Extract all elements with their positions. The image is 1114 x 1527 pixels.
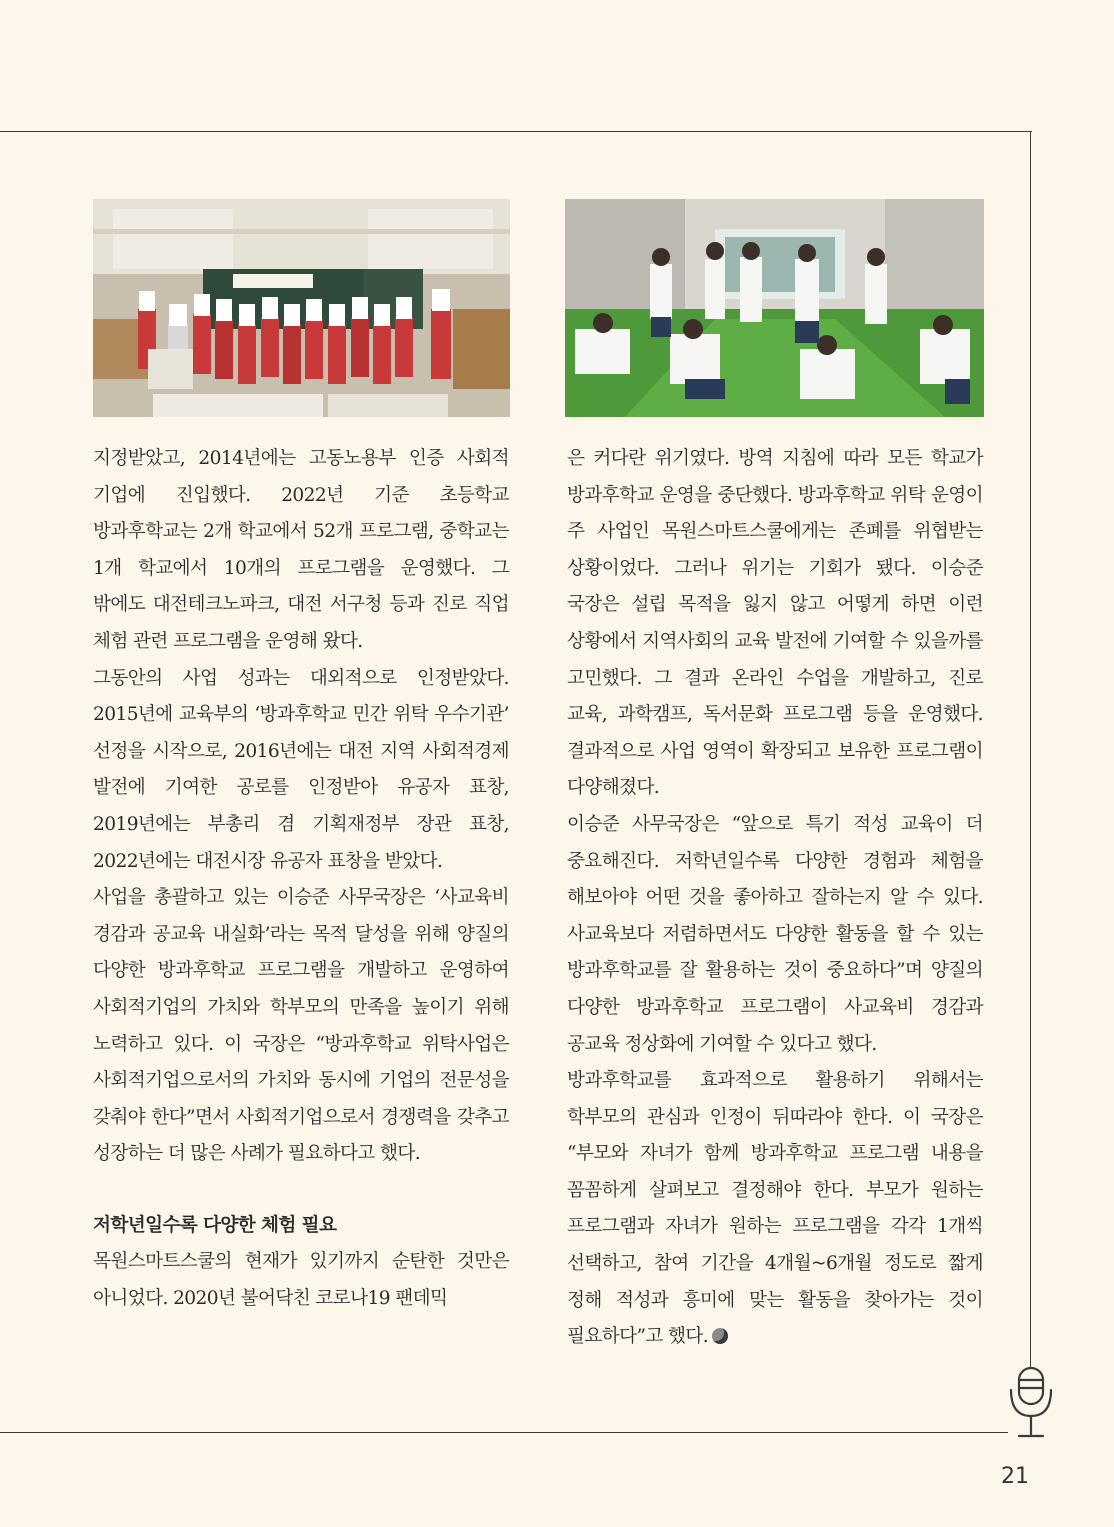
section-subheading: 저학년일수록 다양한 체험 필요 <box>93 1214 337 1236</box>
right-paragraph-1: 은 커다란 위기였다. 방역 지침에 따라 모든 학교가 방과후학교 운영을 중단했다. 방과후학교 위탁 운영이 주 사업인 목원스마트스쿨에게는 존폐를 위협받는 상황이었다. 그러나 위기는 기회가 됐다. 이승준 국장은 설립 목적을 잃지 않고 어떻게 하면 이런 상황에서 지역사회의 교육 발전에 기여할 수 있을까를 고민했다. 그 결과 온라인 수업을 개발하고, 진로 교육, 과학캠프, 독서문화 프로그램 등을 운영했다. 결과적으로 사업 영역이 확장되고 보유한 프로그램이 다양해졌다. <box>567 448 983 799</box>
right-paragraph-3-text: 방과후학교를 효과적으로 활용하기 위해서는 학부모의 관심과 인정이 뒤따라야 한다. 이 국장은 “부모와 자녀가 함께 방과후학교 프로그램 내용을 꼼꼼하게 살펴보고 결정해야 한다. 부모가 원하는 프로그램과 자녀가 원하는 프로그램을 각각 1개씩 선택하고, 참여 기간을 4개월~6개월 정도로 짧게 정해 적성과 흥미에 맞는 활동을 찾아가는 것이 필요하다”고 했다. <box>567 1070 983 1348</box>
frame-bottom-line <box>0 1432 1008 1433</box>
students-posing-photo <box>565 199 984 417</box>
left-paragraph-2: 그동안의 사업 성과는 대외적으로 인정받았다. 2015년에 교육부의 ‘방과후학교 민간 위탁 우수기관’ 선정을 시작으로, 2016년에는 대전 지역 사회적경제 발전에 기여한 공로를 인정받아 유공자 표창, 2019년에는 부총리 겸 기획재정부 장관 표창, 2022년에는 대전시장 유공자 표창을 받았다. <box>93 667 509 872</box>
left-text-column <box>93 441 509 1318</box>
right-paragraph-2: 이승준 사무국장은 “앞으로 특기 적성 교육이 더 중요해진다. 저학년일수록 다양한 경험과 체험을 해보아야 어떤 것을 좋아하고 잘하는지 알 수 있다. 사교육보다 저렴하면서도 다양한 활동을 할 수 있는 방과후학교를 잘 활용하는 것이 중요하다”며 양질의 다양한 방과후학교 프로그램이 사교육비 경감과 공교육 정상화에 기여할 수 있다고 했다. <box>567 813 983 1055</box>
cooking-class-photo <box>93 199 510 417</box>
right-text-column <box>567 441 983 1356</box>
right-paragraph-3 <box>567 1063 983 1356</box>
frame-top-line <box>0 131 1032 132</box>
article-end-icon <box>712 1328 728 1344</box>
microphone-icon <box>1002 1360 1060 1444</box>
left-paragraph-3: 사업을 총괄하고 있는 이승준 사무국장은 ‘사교육비 경감과 공교육 내실화’라는 목적 달성을 위해 양질의 다양한 방과후학교 프로그램을 개발하고 운영하여 사회적기업의 가치와 학부모의 만족을 높이기 위해 노력하고 있다. 이 국장은 “방과후학교 위탁사업은 사회적기업으로서의 가치와 동시에 기업의 전문성을 갖춰야 한다”면서 사회적기업으로서 경쟁력을 갖추고 성장하는 더 많은 사례가 필요하다고 했다. <box>93 887 509 1165</box>
left-paragraph-4: 목원스마트스쿨의 현재가 있기까지 순탄한 것만은 아니었다. 2020년 불어닥친 코로나19 팬데믹 <box>93 1251 509 1310</box>
frame-right-line <box>1030 131 1031 1368</box>
left-paragraph-1: 지정받았고, 2014년에는 고동노용부 인증 사회적 기업에 진입했다. 2022년 기준 초등학교 방과후학교는 2개 학교에서 52개 프로그램, 중학교는 1개 학교에서 10개의 프로그램을 운영했다. 그 밖에도 대전테크노파크, 대전 서구청 등과 진로 직업 체험 관련 프로그램을 운영해 왔다. <box>93 448 509 652</box>
page-number: 21 <box>1001 1464 1029 1489</box>
